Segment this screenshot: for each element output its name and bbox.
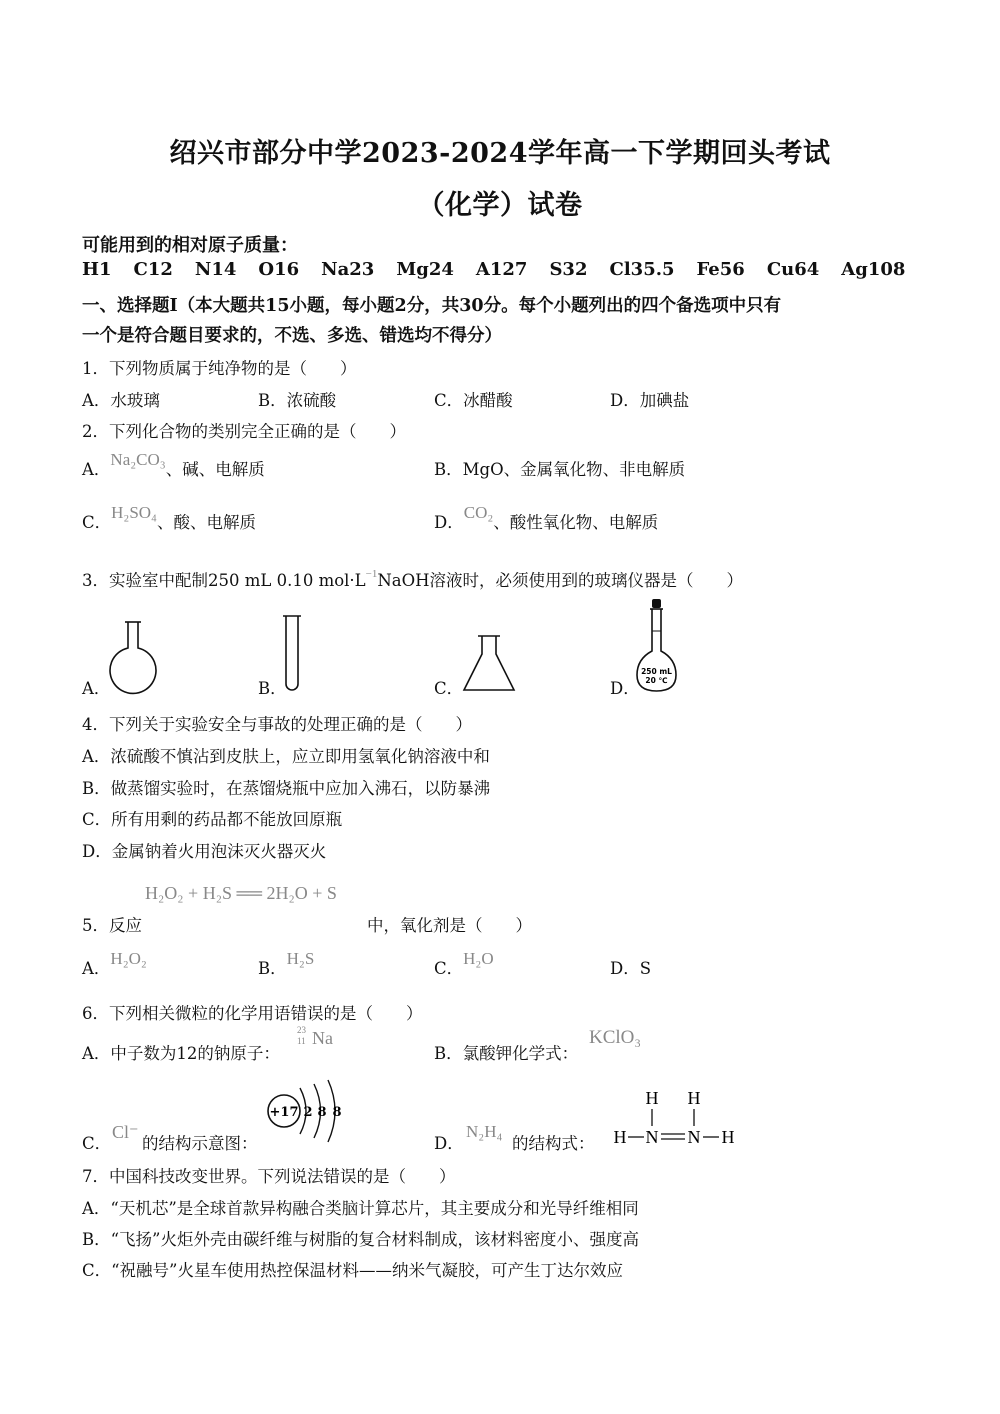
cl-ion: Cl⁻ (112, 1122, 139, 1142)
q2-option-b: B．MgO、金属氧化物、非电解质 (434, 460, 686, 479)
na-isotope-numbers (297, 1025, 306, 1047)
formula-na2co3: Na₂CO₃ (110, 450, 166, 469)
q5-option-c (434, 949, 494, 979)
q6-stem: 6．下列相关微粒的化学用语错误的是（ ） (82, 1004, 423, 1023)
q3-stem-text: NaOH溶液时，必须使用到的玻璃仪器是（ ） (377, 571, 744, 590)
q1-option-d: D．加碘盐 (610, 391, 690, 410)
q6-option-d-label: D． (434, 1134, 464, 1153)
q1-option-c: C．冰醋酸 (434, 391, 513, 410)
nucleus-charge: +17 (269, 1105, 299, 1120)
q6-option-c-label: C． (82, 1134, 112, 1153)
q2-option-c (82, 503, 256, 533)
n2h4-structural-formula (610, 1086, 740, 1156)
atom-h: H (613, 1127, 627, 1147)
atom-h: H (687, 1088, 701, 1108)
formula-h2so4: H₂SO₄ (111, 503, 157, 522)
option-label: A． (82, 460, 111, 479)
option-label: A． (82, 959, 111, 978)
q1-option-a: A．水玻璃 (82, 391, 160, 410)
q6-option-a-text: A．中子数为12的钠原子： (82, 1044, 280, 1063)
q2-option-a (82, 450, 265, 480)
q4-stem: 4．下列关于实验安全与事故的处理正确的是（ ） (82, 715, 472, 734)
mass-item: Na23 (321, 259, 375, 280)
q1-stem: 1．下列物质属于纯净物的是（ ） (82, 359, 357, 378)
q3-stem (82, 567, 743, 591)
round-bottom-flask-icon (100, 618, 170, 698)
q2-option-d (434, 503, 659, 533)
q1-option-b: B．浓硫酸 (258, 391, 337, 410)
mass-item: Ag108 (841, 259, 906, 280)
atom-h: H (721, 1127, 735, 1147)
q3-option-c: C． (434, 679, 464, 698)
erlenmeyer-flask-icon (460, 630, 520, 696)
volumetric-flask-icon (632, 597, 684, 697)
q3-stem-text: 3．实验室中配制250 mL 0.10 mol·L (82, 571, 366, 590)
mass-number: 23 (297, 1025, 306, 1035)
mass-item: Cu64 (766, 259, 820, 280)
option-text: 、酸、电解质 (157, 513, 256, 532)
q5-option-a (82, 949, 147, 979)
option-text: 、碱、电解质 (165, 460, 265, 479)
option-label: C． (82, 513, 112, 532)
mass-item: H1 (82, 259, 112, 280)
q5-stem-part1: 5．反应 (82, 916, 142, 935)
mass-item: O16 (258, 259, 300, 280)
superscript: −1 (365, 568, 378, 580)
q6-option-d-text: 的结构式： (512, 1134, 595, 1153)
q5-option-d: D．S (610, 959, 652, 978)
flask-label: 20 ℃ (645, 676, 668, 685)
mass-item: Mg24 (396, 259, 454, 280)
formula-h2o2: H₂O₂ (110, 949, 147, 968)
shell-electrons: 8 (317, 1105, 327, 1120)
cl-ion-structure-diagram (262, 1080, 357, 1150)
na-symbol: Na (312, 1028, 333, 1048)
q7-option-b: B．“飞扬”火炬外壳由碳纤维与树脂的复合材料制成，该材料密度小、强度高 (82, 1230, 639, 1249)
mass-item: N14 (194, 259, 237, 280)
section-heading-line1: 一、选择题Ⅰ（本大题共15小题，每小题2分，共30分。每个小题列出的四个备选项中只有 (82, 296, 782, 316)
formula-n2h4: N₂H₄ (466, 1122, 503, 1141)
formula-h2s: H₂S (286, 949, 315, 968)
q4-option-d: D．金属钠着火用泡沫灭火器灭火 (82, 842, 327, 861)
mass-item: C12 (133, 259, 173, 280)
atomic-number: 11 (297, 1036, 306, 1046)
q5-equation: H₂O₂ + H₂S ══ 2H₂O + S (145, 883, 337, 903)
section-heading-line2: 一个是符合题目要求的，不选、多选、错选均不得分） (82, 326, 502, 346)
option-label: D． (434, 513, 464, 532)
shell-electrons: 2 (303, 1105, 313, 1120)
q3-option-d: D． (610, 679, 640, 698)
mass-item: Fe56 (696, 259, 745, 280)
mass-item: S32 (549, 259, 588, 280)
masses-heading: 可能用到的相对原子质量： (82, 235, 298, 256)
q5-option-b (258, 949, 315, 979)
q3-option-b: B． (258, 679, 287, 698)
formula-kclo3: KClO₃ (589, 1027, 642, 1048)
masses-list (82, 259, 927, 280)
q6-option-c-text: 的结构示意图： (142, 1134, 258, 1153)
q7-option-c: C．“祝融号”火星车使用热控保温材料——纳米气凝胶，可产生丁达尔效应 (82, 1261, 623, 1280)
formula-h2o: H₂O (463, 949, 494, 968)
q4-option-b: B．做蒸馏实验时，在蒸馏烧瓶中应加入沸石，以防暴沸 (82, 779, 491, 798)
q7-option-a: A．“天机芯”是全球首款异构融合类脑计算芯片，其主要成分和光导纤维相同 (82, 1199, 639, 1218)
option-label: B． (258, 959, 287, 978)
formula-co2: CO₂ (463, 503, 494, 522)
atom-n: N (687, 1127, 701, 1147)
q6-option-b-text: B．氯酸钾化学式： (434, 1044, 579, 1063)
q3-option-a: A． (82, 679, 111, 698)
q4-option-c: C．所有用剩的药品都不能放回原瓶 (82, 810, 343, 829)
q5-stem-part2: 中，氧化剂是（ ） (367, 916, 532, 935)
mass-item: Cl35.5 (609, 259, 675, 280)
q2-stem: 2．下列化合物的类别完全正确的是（ ） (82, 422, 406, 441)
q7-stem: 7．中国科技改变世界。下列说法错误的是（ ） (82, 1167, 456, 1186)
flask-label: 250 mL (641, 667, 672, 676)
option-label: C． (434, 959, 464, 978)
mass-item: A127 (475, 259, 528, 280)
page-subtitle: （化学）试卷 (417, 190, 583, 221)
atom-h: H (645, 1088, 659, 1108)
shell-electrons: 8 (332, 1105, 342, 1120)
test-tube-icon (280, 612, 310, 694)
page-title: 绍兴市部分中学2023-2024学年高一下学期回头考试 (169, 138, 831, 169)
option-text: 、酸性氧化物、电解质 (493, 513, 659, 532)
q4-option-a: A．浓硫酸不慎沾到皮肤上，应立即用氢氧化钠溶液中和 (82, 747, 490, 766)
atom-n: N (645, 1127, 659, 1147)
